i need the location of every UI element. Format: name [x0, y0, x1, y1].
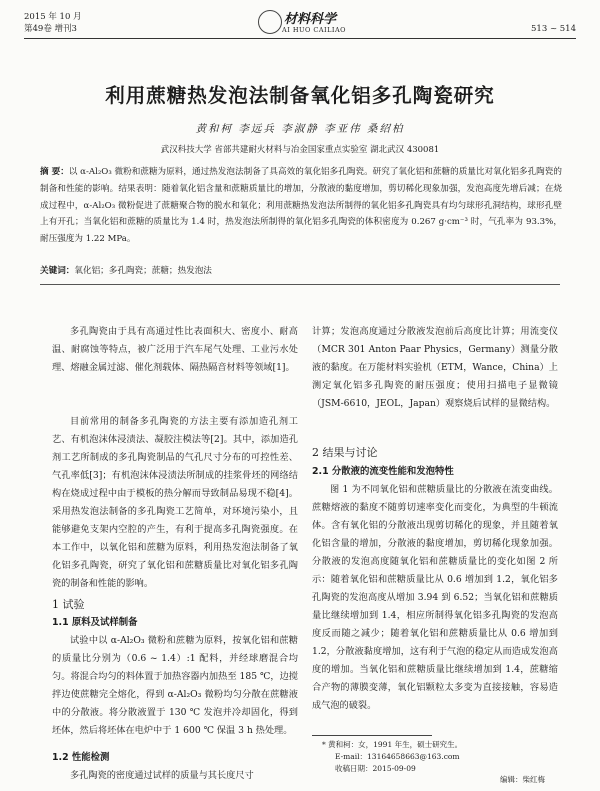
footnote-rule	[312, 735, 432, 736]
section-1-2-heading: 1.2 性能检测	[52, 752, 110, 763]
footnote-email: E-mail：13164658663@163.com	[335, 752, 460, 761]
paper-title: 利用蔗糖热发泡法制备氧化铝多孔陶瓷研究	[105, 84, 495, 107]
header-pages: 513 ~ 514	[531, 24, 576, 34]
intro-paragraph-2: 目前常用的制备多孔陶瓷的方法主要有添加造孔剂工艺、有机泡沫体浸渍法、凝胶注模法等[2]。其中，添加造孔剂工艺所制成的多孔陶瓷制品的气孔尺寸分布的可控性差、气孔率低[3]；有机泡沫体浸渍法所制成的挂浆骨坯的网络结构在烧成过程中由于模板的热分解而导致制品易现不稳[4]。采用热发泡法制备的多孔陶瓷工艺简单，对环境污染小，且能够避免支架内空腔的产生，有利于提高多孔陶瓷强度。在本工作中，以氧化铝和蔗糖为原料，利用热发泡法制备了氧化铝多孔陶瓷，研究了氧化铝和蔗糖质量比对氧化铝多孔陶瓷的制备和性能的影响。	[52, 416, 298, 589]
intro-paragraph-1: 多孔陶瓷由于具有高通过性比表面积大、密度小、耐高温、耐腐蚀等特点，被广泛用于汽车尾气处理、工业污水处理、熔融金属过滤、催化剂载体、隔热隔音材料等领域[1]。	[52, 326, 298, 373]
paper-authors: 黄和柯 李远兵 李淑静 李亚伟 桑绍柏	[195, 123, 405, 135]
header-rule	[24, 38, 576, 39]
methods-continued-text: 计算；发泡高度通过分散液发泡前后高度比计算；用流变仪（MCR 301 Anton Paar Physics，Germany）测量分散液的黏度。在万能材料实验机（ETM，Wance，China）上测定氧化铝多孔陶瓷的耐压强度；使用扫描电子显微镜（JSM-6610，JEOL，Japan）观察烧后试样的显微结构。	[312, 326, 558, 409]
footnote-author: * 黄和柯：女，1991 年生，硕士研究生。	[322, 740, 463, 749]
section-2-1-text: 图 1 为不同氧化铝和蔗糖质量比的分散液在流变曲线。蔗糖熔液的黏度不随剪切速率变化而变化，为典型的牛顿流体。含有氧化铝的分散液出现剪切稀化的现象，并且随着氧化铝含量的增加，分散液的黏度增加，剪切稀化现象加强。分散液的发泡高度随氧化铝和蔗糖质量比的变化如图 2 所示：随着氧化铝和蔗糖质量比从 0.6 增加到 1.2，氧化铝多孔陶瓷的发泡高度从增加 3.94 到 6.52；当氧化铝和蔗糖质量比继续增加到 1.4，相应所制得氧化铝多孔陶瓷的发泡高度反而随之减少；随着氧化铝和蔗糖质量比从 0.6 增加到 1.2，分散液黏度增加，这有利于气泡的稳定从而造成发泡高度的增加。当氧化铝和蔗糖质量比继续增加到 1.4，蔗糖缩合产物的薄膜变薄，氧化铝颗粒太多变为直接接触，容易造成气泡的破裂。	[312, 484, 558, 711]
abstract-label: 摘 要：	[40, 167, 69, 177]
section-1-1-text: 试验中以 α-Al₂O₃ 微粉和蔗糖为原料，按氧化铝和蔗糖的质量比分别为（0.6 ~ 1.4）:1 配料，并经球磨混合均匀。将混合均匀的料体置于加热容器内加热至 185 ℃，边搅拌边使蔗糖完全熔化，得到 α-Al₂O₃ 微粉均匀分散在蔗糖液中的分散液。将分散液置于 130 ℃ 发泡并冷却固化，得到坯体，然后将坯体在电炉中于 1 600 ℃ 保温 3 h 热处理。	[52, 635, 298, 736]
abstract	[40, 164, 562, 248]
section-2-heading: 2 结果与讨论	[312, 446, 378, 459]
section-1-heading: 1 试验	[52, 598, 85, 611]
header-date: 2015 年 10 月	[24, 12, 82, 22]
keywords-text: 氧化铝；多孔陶瓷；蔗糖；热发泡法	[74, 266, 212, 276]
keywords-label: 关键词：	[40, 266, 75, 276]
keywords	[40, 264, 562, 278]
footnote-editor: 编辑：柴红梅	[500, 775, 545, 784]
abstract-text: 以 α-Al₂O₃ 微粉和蔗糖为原料，通过热发泡法制备了具高效的氧化铝多孔陶瓷。研究了氧化铝和蔗糖的质量比对氧化铝多孔陶瓷的制备和性能的影响。结果表明：随着氧化铝含量和蔗糖质量比的增加，分散液的黏度增加，剪切稀化现象加强，发泡高度先增后减；在烧成过程中，α-Al₂O₃ 微粉促进了蔗糖聚合物的脱水和氧化；利用蔗糖热发泡法所制得的氧化铝多孔陶瓷具有均匀球形孔洞结构，球形孔壁上有开孔；当氧化铝和蔗糖的质量比为 1.4 时，热发泡法所制得的氧化铝多孔陶瓷的体积密度为 0.267 g·cm⁻³ 时，气孔率为 93.3%，耐压强度为 1.22 MPa。	[40, 167, 562, 245]
footnote-received: 收稿日期：2015-09-09	[335, 764, 416, 773]
journal-name: 材料科学	[284, 12, 337, 27]
section-1-1-heading: 1.1 原料及试样制备	[52, 617, 138, 628]
paper-affiliation: 武汉科技大学 省部共建耐火材料与冶金国家重点实验室 湖北武汉 430081	[160, 145, 440, 155]
journal-pinyin: AI HUO CAILIAO	[282, 26, 347, 34]
abstract-rule	[40, 284, 560, 285]
header-volume: 第49卷 增刊3	[24, 24, 77, 34]
section-2-1-heading: 2.1 分散液的流变性能和发泡特性	[312, 466, 454, 477]
journal-logo-icon	[258, 10, 282, 34]
section-1-2-text: 多孔陶瓷的密度通过试样的质量与其长度尺寸	[70, 770, 254, 781]
